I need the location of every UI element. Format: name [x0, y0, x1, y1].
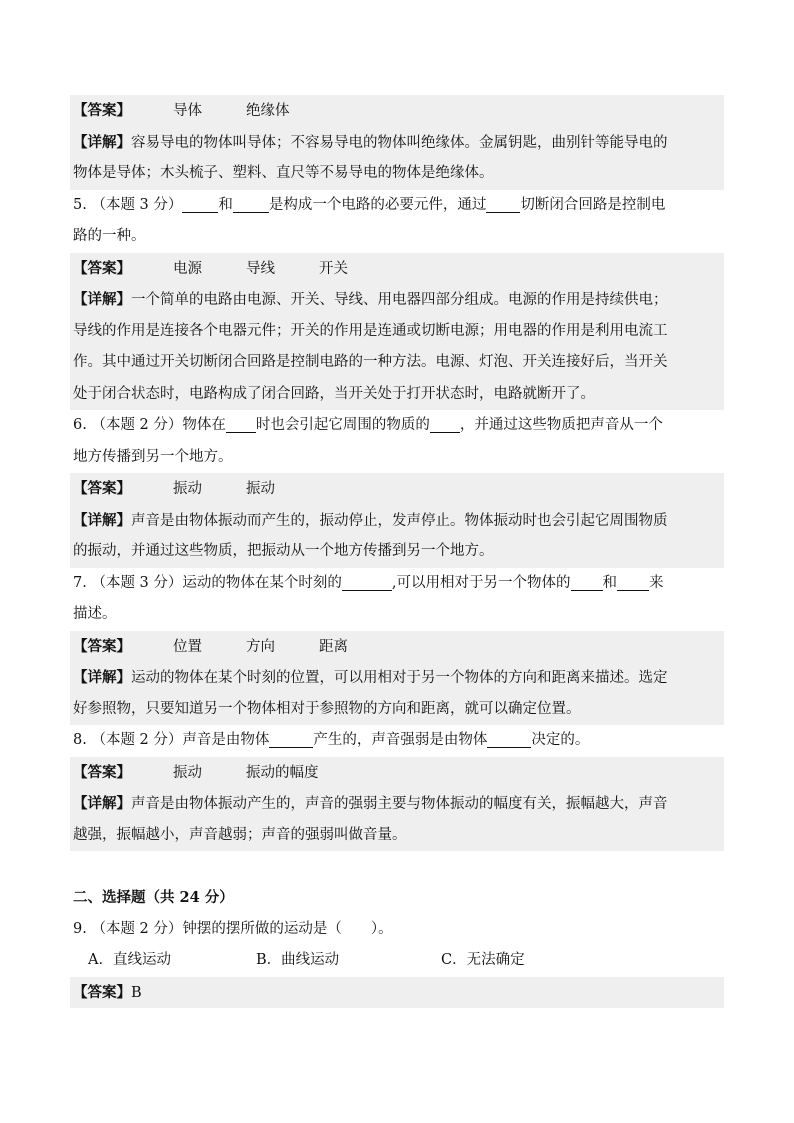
option-a: A．直线运动 — [88, 952, 171, 968]
answer-value: 振动 — [173, 764, 202, 781]
answer-blank — [617, 572, 649, 591]
stem-text: 切断闭合回路是控制电 — [520, 196, 666, 213]
q5-detail-line — [70, 284, 724, 316]
detail-text: 运动的物体在某个时刻的位置，可以用相对于另一个物体的方向和距离来描述。选定 — [131, 670, 668, 686]
q8-detail-line — [70, 788, 724, 820]
answer-value: 导体 — [173, 103, 202, 119]
detail-tag: 【详解】 — [73, 669, 131, 686]
q4-detail-line — [70, 158, 724, 190]
q7-detail-line — [70, 662, 724, 694]
detail-tag: 【详解】 — [73, 511, 131, 529]
answer-tag: 【答案】 — [73, 102, 131, 119]
question-number: 5. — [73, 196, 87, 213]
detail-text: 好参照物，只要知道另一个物体相对于参照物的方向和距离，就可以确定位置。 — [73, 700, 581, 717]
section-gap — [70, 851, 724, 882]
stem-text: 声音是由物体 — [182, 732, 270, 748]
answer-value: 振动的幅度 — [246, 764, 319, 781]
answer-value: B — [131, 984, 142, 1001]
answer-tag: 【答案】 — [73, 480, 131, 497]
stem-text: 产生的，声音强弱是由物体 — [313, 732, 488, 748]
answer-tag: 【答案】 — [73, 983, 131, 1001]
q5-detail-line — [70, 347, 724, 379]
question-number: 7. — [73, 574, 87, 591]
stem-text: ，并通过这些物质把声音从一个 — [459, 417, 663, 433]
q4-answer-row — [70, 95, 724, 127]
q9-stem — [70, 914, 724, 946]
q5-stem-line2 — [70, 221, 724, 253]
q8-answer-row — [70, 757, 724, 789]
answer-value: 方向 — [246, 638, 275, 655]
q8-stem — [70, 725, 724, 757]
answer-blank — [342, 572, 392, 591]
answer-tag: 【答案】 — [73, 763, 131, 781]
question-number: 9. — [73, 920, 87, 937]
answer-blank — [487, 729, 531, 748]
stem-text: 和 — [602, 574, 618, 591]
q6-detail-line — [70, 505, 724, 537]
question-score: （本题 2 分） — [91, 417, 183, 433]
stem-text: 路的一种。 — [73, 228, 146, 244]
answer-tag: 【答案】 — [73, 637, 131, 655]
q9-answer-row — [70, 977, 724, 1009]
answer-value: 振动 — [173, 481, 202, 497]
stem-text: 和 — [218, 196, 233, 213]
stem-text: 来 — [649, 574, 664, 591]
answer-value: 振动 — [246, 481, 275, 497]
detail-text: 一个简单的电路由电源、开关、导线、用电器四部分组成。电源的作用是持续供电； — [131, 292, 668, 308]
stem-text: 物体在 — [182, 417, 226, 433]
stem-text: 运动的物体在某个时刻的 — [182, 574, 342, 591]
answer-tag: 【答案】 — [73, 259, 131, 277]
answer-value: 电源 — [173, 260, 202, 277]
answer-value: 绝缘体 — [246, 103, 290, 119]
q7-stem — [70, 568, 724, 600]
option-c: C．无法确定 — [441, 952, 525, 968]
detail-text: 处于闭合状态时，电路构成了闭合回路，当开关处于打开状态时，电路就断开了。 — [73, 385, 595, 402]
q7-answer-row — [70, 631, 724, 663]
question-number: 8. — [73, 732, 87, 748]
stem-text: 时也会引起它周围的物质的 — [255, 417, 430, 433]
stem-text: ,可以用相对于另一个物体的 — [391, 574, 571, 591]
answer-value: 位置 — [173, 638, 202, 655]
detail-text: 越强，振幅越小，声音越弱；声音的强弱叫做音量。 — [73, 826, 407, 843]
detail-text: 物体是导体；木头梳子、塑料、直尺等不易导电的物体是绝缘体。 — [73, 165, 494, 181]
q6-stem — [70, 410, 724, 442]
answer-blank — [182, 194, 218, 213]
question-score: （本题 2 分） — [91, 732, 183, 748]
detail-text: 声音是由物体振动产生的，声音的强弱主要与物体振动的幅度有关，振幅越大，声音 — [131, 796, 668, 812]
question-number: 6. — [73, 417, 87, 433]
detail-text: 声音是由物体振动而产生的，振动停止，发声停止。物体振动时也会引起它周围物质 — [131, 512, 668, 529]
q5-stem — [70, 190, 724, 222]
q7-detail-line — [70, 694, 724, 726]
answer-blank — [233, 194, 269, 213]
q4-detail-line — [70, 127, 724, 159]
q5-answer-row — [70, 253, 724, 285]
answer-value: 开关 — [319, 260, 348, 277]
detail-text: 导线的作用是连接各个电器元件；开关的作用是连通或切断电源；用电器的作用是利用电流工 — [73, 322, 668, 339]
q9-options — [70, 945, 724, 977]
q6-stem-line2 — [70, 442, 724, 474]
question-score: （本题 2 分） — [91, 920, 183, 937]
stem-text: 描述。 — [73, 606, 117, 622]
answer-blank — [430, 414, 460, 433]
answer-blank — [269, 729, 313, 748]
answer-value: 导线 — [246, 260, 275, 277]
q5-detail-line — [70, 379, 724, 411]
option-b: B．曲线运动 — [256, 952, 340, 968]
answer-blank — [571, 572, 603, 591]
answer-blank — [226, 414, 256, 433]
detail-text: 容易导电的物体叫导体；不容易导电的物体叫绝缘体。金属钥匙，曲别针等能导电的 — [131, 134, 668, 151]
answer-value: 距离 — [319, 638, 348, 655]
section-heading: 二、选择题（共 24 分） — [73, 889, 234, 906]
detail-tag: 【详解】 — [73, 133, 131, 151]
stem-text: 钟摆的摆所做的运动是（ ）。 — [182, 920, 393, 937]
stem-text: 决定的。 — [531, 732, 590, 748]
detail-text: 作。其中通过开关切断闭合回路是控制电路的一种方法。电源、灯泡、开关连接好后，当开关 — [73, 354, 668, 370]
question-score: （本题 3 分） — [91, 574, 183, 591]
q6-answer-row — [70, 473, 724, 505]
document-page — [70, 95, 724, 1008]
detail-tag: 【详解】 — [73, 291, 131, 308]
question-score: （本题 3 分） — [91, 196, 183, 213]
answer-blank — [486, 194, 520, 213]
detail-tag: 【详解】 — [73, 795, 131, 812]
q6-detail-line — [70, 536, 724, 568]
q5-detail-line — [70, 316, 724, 348]
stem-text: 是构成一个电路的必要元件，通过 — [268, 196, 487, 213]
detail-text: 的振动，并通过这些物质，把振动从一个地方传播到另一个地方。 — [73, 543, 494, 559]
q7-stem-line2 — [70, 599, 724, 631]
stem-text: 地方传播到另一个地方。 — [73, 448, 233, 465]
q8-detail-line — [70, 820, 724, 852]
